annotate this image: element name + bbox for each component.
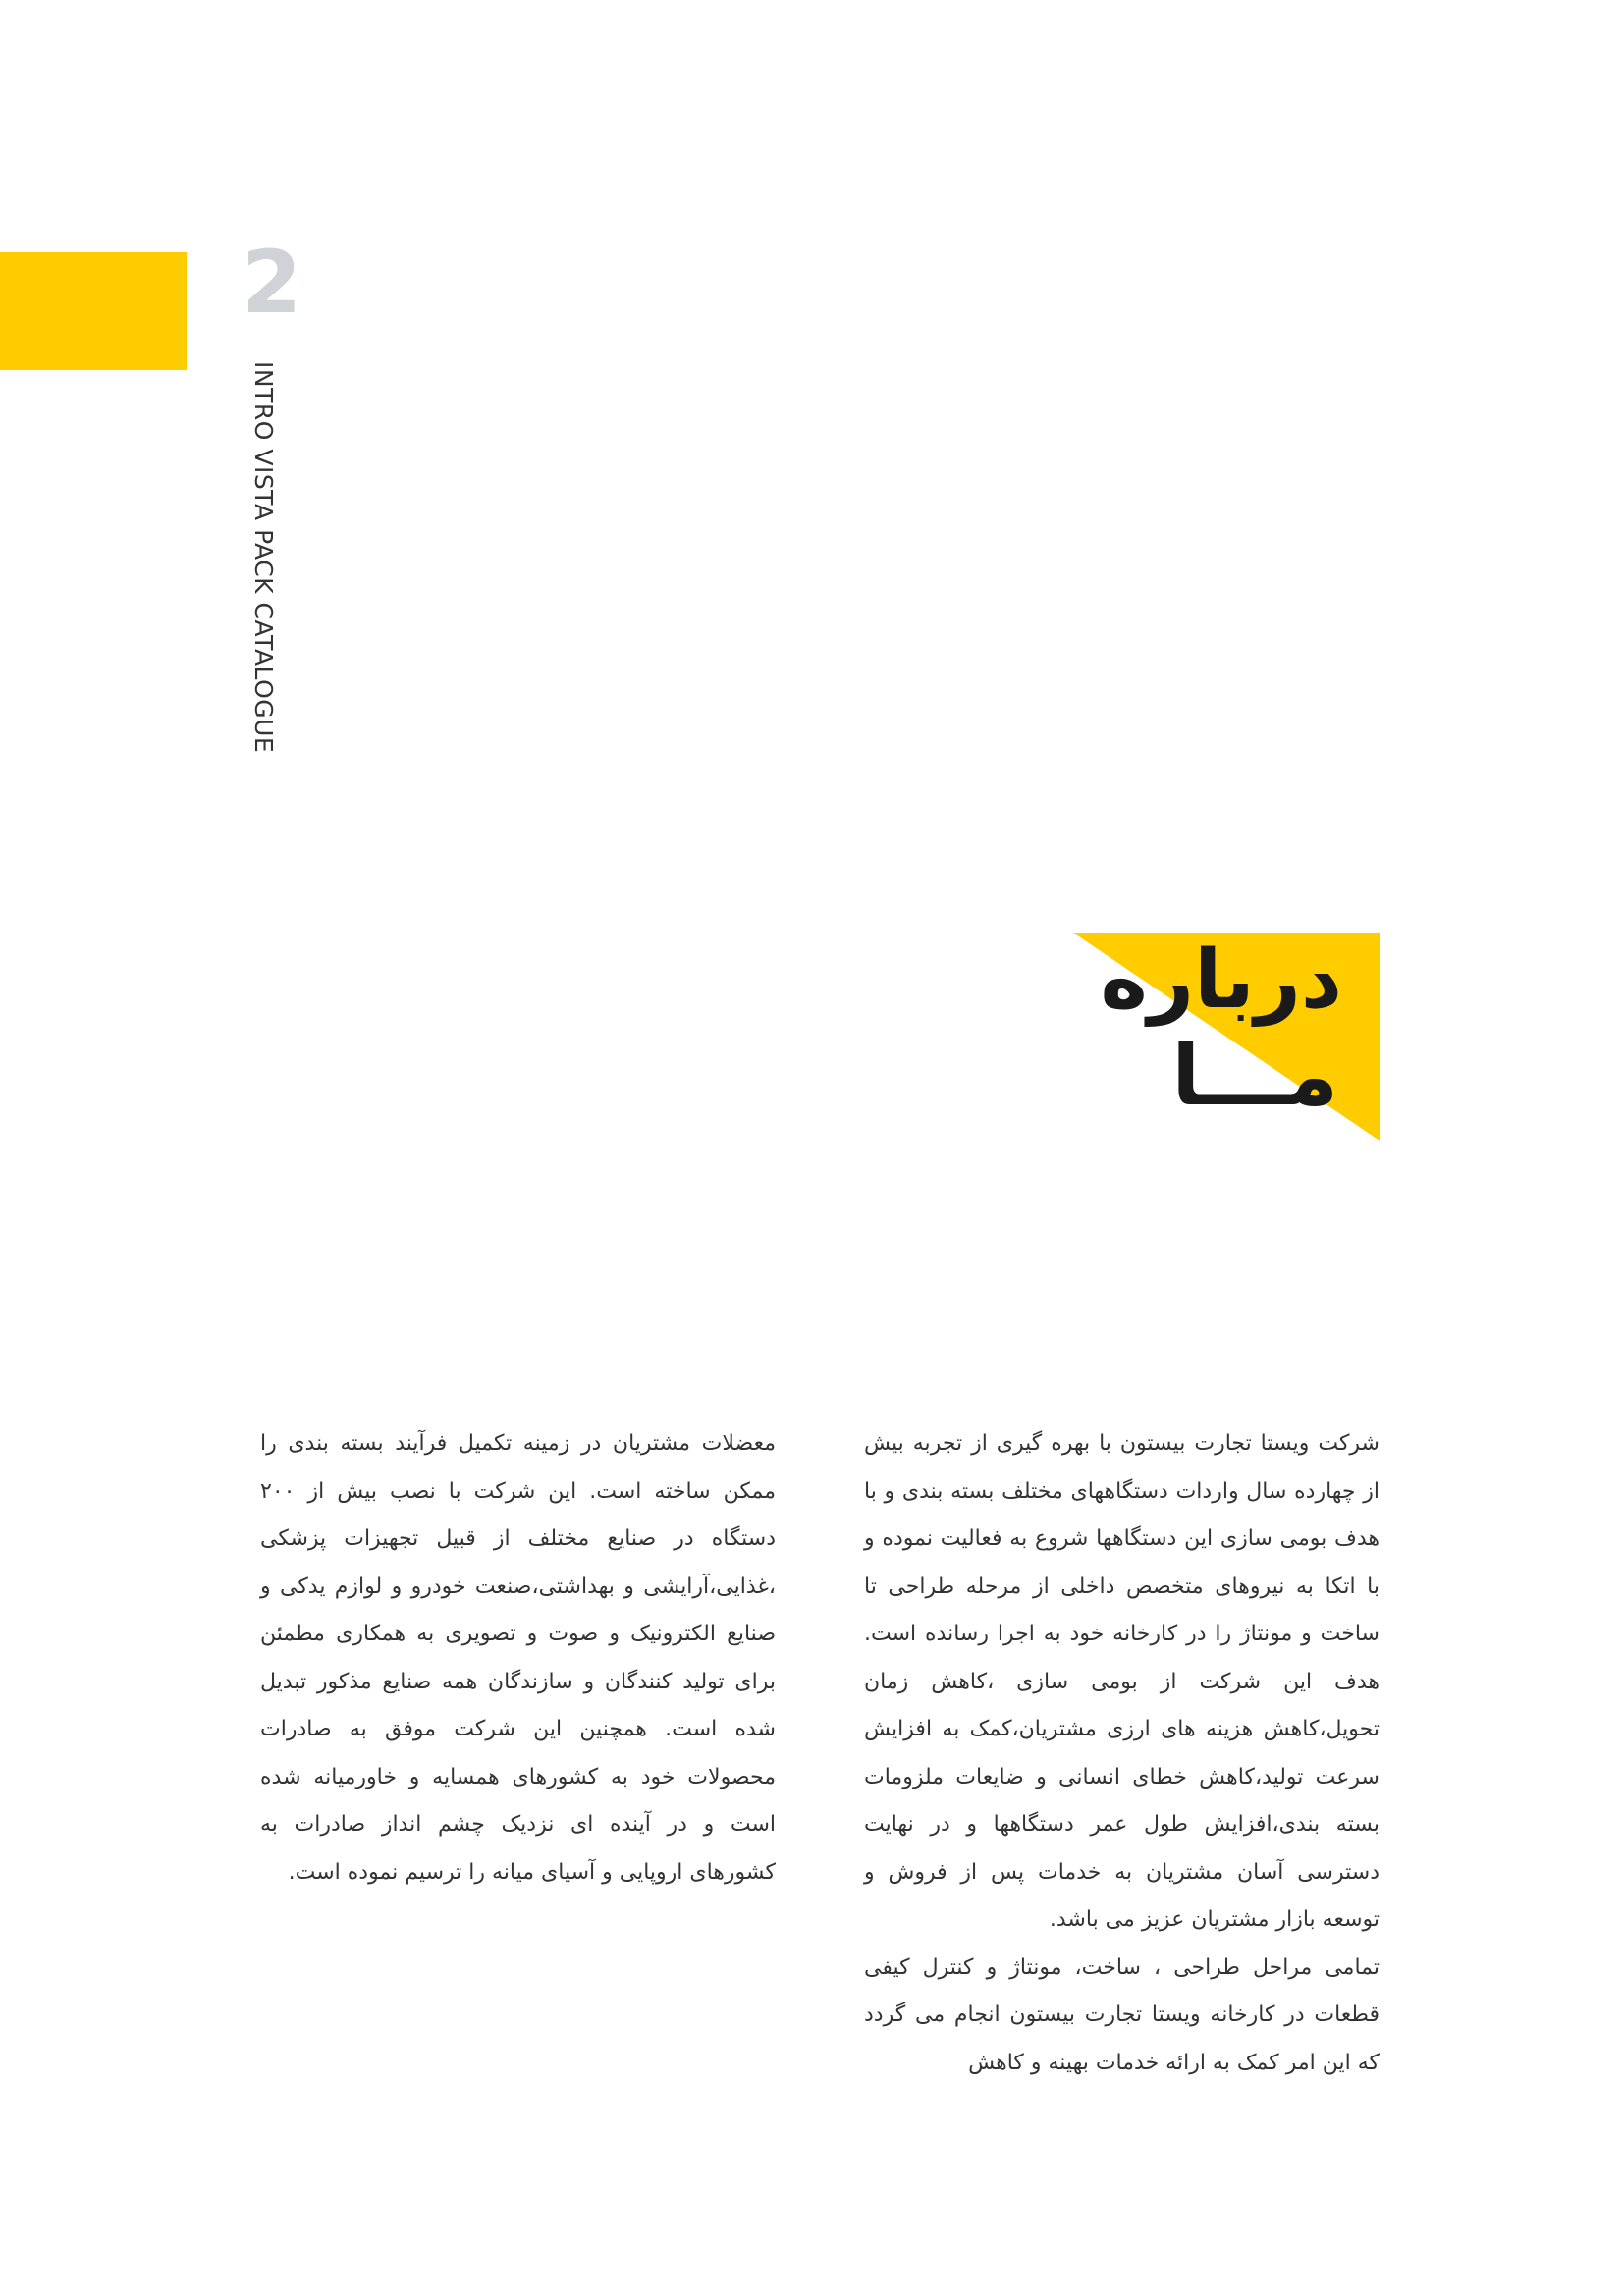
yellow-tab-accent xyxy=(0,252,187,370)
body-column-right xyxy=(864,1420,1380,2087)
body-paragraph-1: شرکت ویستا تجارت بیستون با بهره گیری از تجربه بیش از چهارده سال واردات دستگاههای مختلف بسته بندی و با هدف بومی سازی این دستگاهها شروع به فعالیت نموده و با اتکا به نیروهای متخصص داخلی از مرحله طراحی تا ساخت و مونتاژ را در کارخانه خود به اجرا رسانده است. هدف این شرکت از بومی سازی ،کاهش زمان تحویل،کاهش هزینه های ارزی مشتریان،کمک به افزایش سرعت تولید،کاهش خطای انسانی و ضایعات ملزومات بسته بندی،افزایش طول عمر دستگاهها و در نهایت دسترسی آسان مشتریان به خدمات پس از فروش و توسعه بازار مشتریان عزیز می باشد. xyxy=(864,1431,1380,1932)
body-column-left xyxy=(260,1420,776,1896)
body-paragraph-2: تمامی مراحل طراحی ، ساخت، مونتاژ و کنترل کیفی قطعات در کارخانه ویستا تجارت بیستون انجام می گردد که این امر کمک به ارائه خدمات بهینه و کاهش xyxy=(864,1954,1380,2075)
section-title-block xyxy=(1073,933,1380,1141)
body-paragraph-3: معضلات مشتریان در زمینه تکمیل فرآیند بسته بندی را ممکن ساخته است. این شرکت با نصب بیش از ۲۰۰ دستگاه در صنایع مختلف از قبیل تجهیزات پزشکی ،غذایی،آرایشی و بهداشتی،صنعت خودرو و لوازم یدکی و صنایع الکترونیک و صوت و تصویری به همکاری مطمئن برای تولید کنندگان و سازندگان همه صنایع مذکور تبدیل شده است. همچنین این شرکت موفق به صادرات محصولات خود به کشورهای همسایه و خاورمیانه شده است و در آینده ای نزدیک چشم انداز صادرات به کشورهای اروپایی و آسیای میانه را ترسیم نموده است. xyxy=(260,1431,776,1885)
section-title-line-2: مـــا xyxy=(1171,1028,1338,1124)
page-number: 2 xyxy=(242,232,302,333)
section-title-line-1: درباره xyxy=(1100,934,1342,1027)
vertical-catalogue-title: INTRO VISTA PACK CATALOGUE xyxy=(249,361,278,754)
